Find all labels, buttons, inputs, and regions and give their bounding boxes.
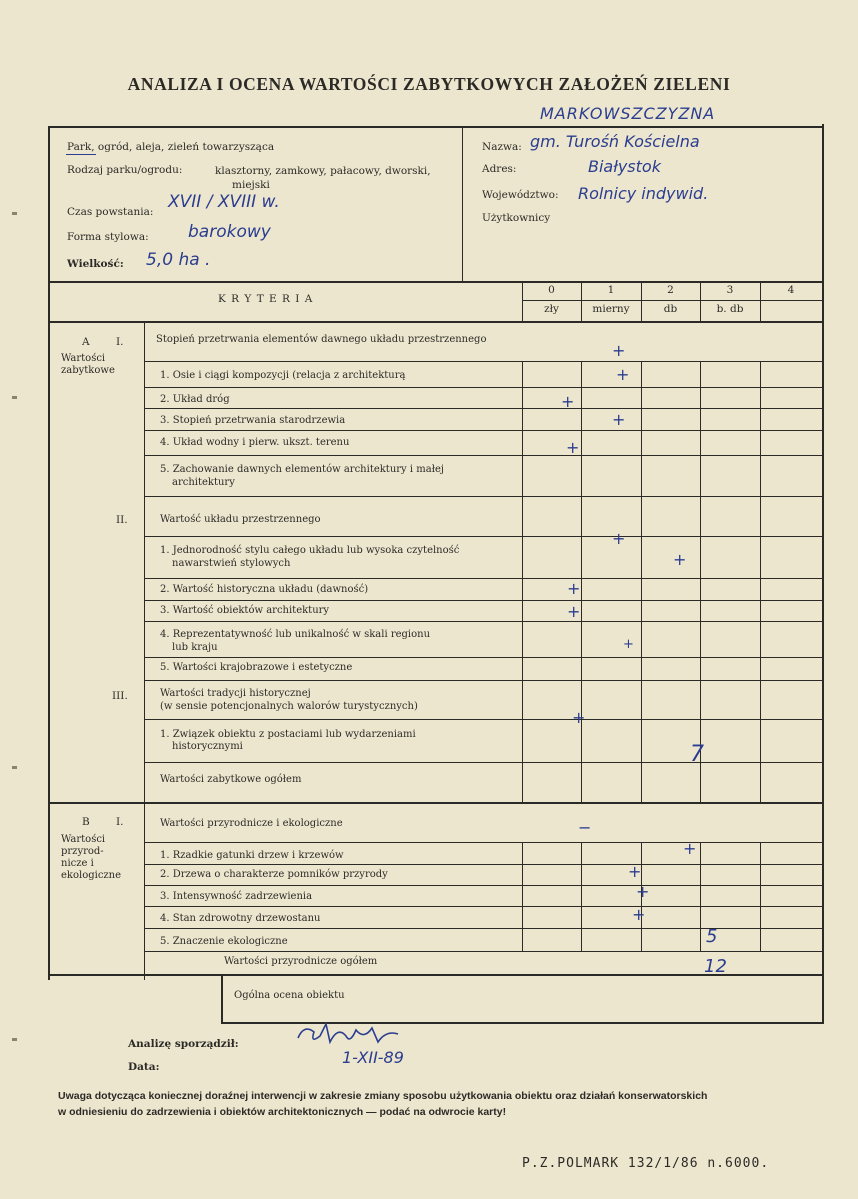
a-iii-title2: (w sensie potencjonalnych walorów turystycznych) [160,701,418,712]
uzytkownicy-label: Użytkownicy [482,212,551,224]
mark-b-4: + [632,905,646,924]
b-row-3: 3. Intensywność zadrzewienia [160,891,313,902]
a-ii-row-3: 3. Wartość obiektów architektury [160,605,330,616]
nazwa-label: Nazwa: [482,141,522,153]
note-line-2: w odniesieniu do zadrzewienia i obiektów architektonicznych — podać na odwrocie karty! [58,1106,507,1118]
mark-a-i-1: + [616,365,630,384]
data-value: 1-XII-89 [342,1048,404,1067]
analize-label: Analizę sporządził: [128,1038,239,1050]
mark-b-1: + [683,839,697,858]
forma-label: Forma stylowa: [67,231,149,243]
a-ii-row-4: 4. Reprezentatywność lub unikalność w skali regionu [160,629,431,640]
section-a-name: Wartości zabytkowe [61,353,115,376]
park-types: Park, ogród, aleja, zieleń towarzysząca [67,141,275,153]
adres-label: Adres: [482,163,517,175]
margin-mark [12,396,17,399]
a-iii-title: Wartości tradycji historycznej [160,688,311,699]
mark-a-i-title: + [612,341,626,360]
rodzaj-label: Rodzaj parku/ogrodu: [67,164,183,176]
ogolna-ocena-label: Ogólna ocena obiektu [234,990,345,1001]
header-bottom [48,281,823,283]
form-title: ANALIZA I OCENA WARTOŚCI ZABYTKOWYCH ZAŁOŻEŃ ZIELENI [127,74,731,94]
b-row-4: 4. Stan zdrowotny drzewostanu [160,913,321,924]
a-ii-row-2: 2. Wartość historyczna układu (dawność) [160,584,369,595]
score-label-0: zły [544,303,559,315]
czas-label: Czas powstania: [67,206,154,218]
margin-mark [12,1038,17,1041]
a-ii-row-5: 5. Wartości krajobrazowe i estetyczne [160,662,353,673]
a-i-row-2: 2. Układ dróg [160,394,230,405]
score-2: 2 [667,284,674,296]
section-a-roman: I. [116,336,124,348]
b-row-1: 1. Rzadkie gatunki drzew i krzewów [160,850,344,861]
header-divider [462,126,463,282]
data-label: Data: [128,1061,160,1073]
wielkosc-label: Wielkość: [67,258,124,270]
rodzaj-options: klasztorny, zamkowy, pałacowy, dworski, [215,165,431,177]
a-iii-row-1: 1. Związek obiektu z postaciami lub wydarzeniami [160,729,416,740]
section-b-name-4: ekologiczne [61,870,122,881]
a-ii-row-1: 1. Jednorodność stylu całego układu lub wysoka czytelność [160,545,460,556]
score-label-3: b. db [716,303,744,315]
nazwa-value: gm. Turośń Kościelna [530,132,700,151]
mark-a-ii-3: + [567,602,581,621]
mark-b-title: − [578,818,592,837]
mark-a-total: 7 [690,742,704,767]
mark-a-ii-4: + [623,637,634,652]
mark-a-iii-title: + [572,708,586,727]
adres-value: Białystok [588,157,661,176]
b-row-2: 2. Drzewa o charakterze pomników przyrody [160,869,388,880]
section-b-letter: B [82,816,90,828]
rodzaj-options-2: miejski [232,179,270,191]
mark-a-i-4: + [566,438,580,457]
score-label-1: mierny [592,303,630,315]
a-i-title: Stopień przetrwania elementów dawnego układu przestrzennego [156,334,487,345]
margin-mark [12,766,17,769]
section-b-name-2: przyrod- [61,846,104,857]
frame-top [48,126,823,128]
park-underline [66,154,96,155]
mark-a-i-3: + [612,410,626,429]
nazwa-value-top: MARKOWSZCZYZNA [540,104,716,123]
score-0: 0 [548,284,555,296]
score-1: 1 [607,284,615,296]
a-i-row-5b: architektury [172,477,235,488]
section-b-roman: I. [116,816,124,828]
mark-b-2: + [628,862,642,881]
section-a-ii-roman: II. [116,514,128,526]
mark-a-ii-2: + [567,579,581,598]
section-a-iii-roman: III. [112,690,128,702]
b-title: Wartości przyrodnicze i ekologiczne [160,818,343,829]
mark-a-ii-1: + [673,550,687,569]
woj-label: Województwo: [482,189,559,201]
mark-b-total: 12 [704,956,727,977]
a-ii-row-1b: nawarstwień stylowych [172,558,291,569]
forma-value: barokowy [188,222,271,242]
section-b-name-1: Wartości [61,834,106,845]
woj-value: Rolnicy indywid. [578,184,709,203]
note-line-1: Uwaga dotycząca koniecznej doraźnej interwencji w zakresie zmiany sposobu użytkowania obiektu oraz działań konserwatorskich [58,1090,708,1102]
wielkosc-value: 5,0 ha . [146,250,211,270]
margin-mark [12,212,17,215]
a-ii-row-4b: lub kraju [172,642,218,653]
section-b-name-3: nicze i [61,858,94,869]
a-i-row-5: 5. Zachowanie dawnych elementów architektury i małej [160,464,444,475]
mark-b-5: 5 [706,926,718,947]
footer-print-code: P.Z.POLMARK 132/1/86 n.6000. [522,1156,770,1171]
a-i-row-4: 4. Układ wodny i pierw. ukszt. terenu [160,437,350,448]
mark-a-i-2: + [561,392,575,411]
score-label-2: db [663,303,678,315]
score-4: 4 [787,284,795,296]
mark-a-ii-title: + [612,529,626,548]
section-a-letter: A [82,336,90,348]
score-3: 3 [726,284,734,296]
frame-right [822,124,824,1024]
b-total-label: Wartości przyrodnicze ogółem [224,956,378,967]
a-total-label: Wartości zabytkowe ogółem [160,774,302,785]
frame-left [48,126,50,980]
a-iii-row-1b: historycznymi [172,741,243,752]
czas-value: XVII / XVIII w. [168,192,280,212]
a-i-row-3: 3. Stopień przetrwania starodrzewia [160,415,346,426]
kryteria-label: K R Y T E R I A [218,293,314,305]
a-i-row-1: 1. Osie i ciągi kompozycji (relacja z architekturą [160,370,406,381]
b-row-5: 5. Znaczenie ekologiczne [160,936,288,947]
mark-b-3: + [636,882,650,901]
a-ii-title: Wartość układu przestrzennego [160,514,321,525]
